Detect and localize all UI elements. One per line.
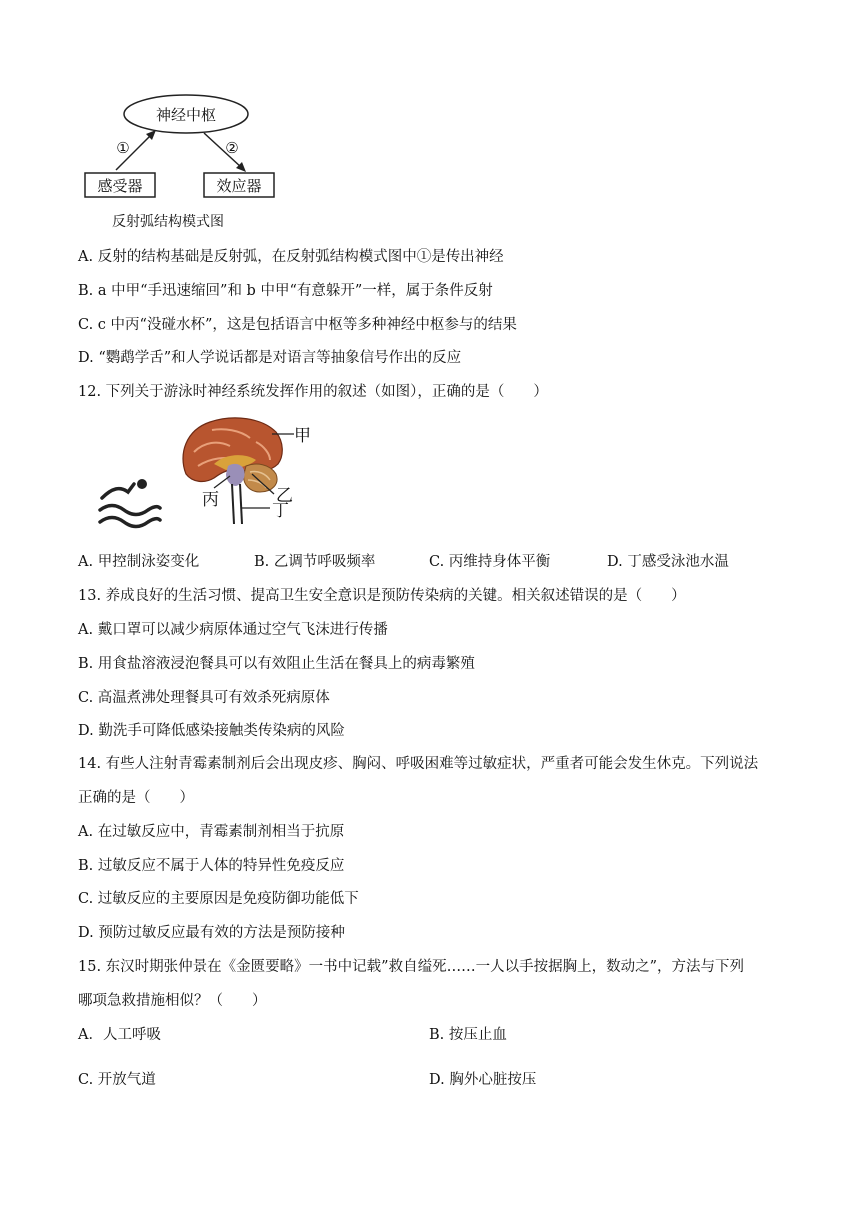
q14-option-b: B. 过敏反应不属于人体的特异性免疫反应 [78,858,345,874]
q13-option-c: C. 高温煮沸处理餐具可有效杀死病原体 [78,690,330,706]
label-yi: 乙 [276,486,293,506]
q12-option-a: A. 甲控制泳姿变化 [78,554,200,570]
center-label: 神经中枢 [155,106,217,124]
reflex-arc-diagram [80,90,290,240]
label-line-bing [214,476,230,488]
q13-option-d: D. 勤洗手可降低感染接触类传染病的风险 [78,723,345,739]
q11-option-d: D. “鹦鹉学舌”和人学说话都是对语言等抽象信号作出的反应 [78,350,462,366]
swimmer-icon [100,479,160,527]
diagram-caption: 反射弧结构模式图 [112,214,224,230]
q11-option-b: B. a 中甲“手迅速缩回”和 b 中甲“有意躲开”一样，属于条件反射 [78,283,493,299]
q14-option-d: D. 预防过敏反应最有效的方法是预防接种 [78,925,345,941]
q11-option-c: C. c 中丙“没碰水杯”，这是包括语言中枢等多种神经中枢参与的结果 [78,317,517,333]
path1-marker: ① [116,139,130,157]
q12-option-c: C. 丙维持身体平衡 [429,554,551,570]
swimming-brain-figure [94,412,324,532]
label-jia: 甲 [294,426,311,446]
label-ding: 丁 [272,501,289,521]
label-bing: 丙 [202,490,219,510]
path2-marker: ② [225,139,239,157]
q12-option-b: B. 乙调节呼吸频率 [254,554,376,570]
q15-option-d: D. 胸外心脏按压 [429,1072,537,1088]
q14-option-c: C. 过敏反应的主要原因是免疫防御功能低下 [78,891,359,907]
q12-option-d: D. 丁感受泳池水温 [607,554,729,570]
q15-option-a: A．人工呼吸 [78,1027,161,1043]
q11-option-a: A. 反射的结构基础是反射弧，在反射弧结构模式图中①是传出神经 [78,249,504,265]
q13-option-b: B. 用食盐溶液浸泡餐具可以有效阻止生活在餐具上的病毒繁殖 [78,656,475,672]
effector-label: 效应器 [216,177,262,195]
q13-stem: 13. 养成良好的生活习惯、提高卫生安全意识是预防传染病的关键。相关叙述错误的是（ ） [78,588,686,604]
q15-stem-line1: 15. 东汉时期张仲景在《金匮要略》一书中记载”救自缢死……一人以手按据胸上，数动之”，方法与下列 [78,959,744,975]
q14-stem-line2: 正确的是（ ） [78,790,194,806]
q12-stem: 12. 下列关于游泳时神经系统发挥作用的叙述（如图），正确的是（ ） [78,384,548,400]
receptor-label: 感受器 [97,177,143,195]
q13-option-a: A. 戴口罩可以减少病原体通过空气飞沫进行传播 [78,622,388,638]
q14-stem-line1: 14. 有些人注射青霉素制剂后会出现皮疹、胸闷、呼吸困难等过敏症状，严重者可能会发生休克。下列说法 [78,756,759,772]
q15-option-b: B. 按压止血 [429,1027,507,1043]
q15-stem-line2: 哪项急救措施相似？（ ） [78,993,267,1009]
q15-option-c: C. 开放气道 [78,1072,156,1088]
q14-option-a: A. 在过敏反应中，青霉素制剂相当于抗原 [78,824,345,840]
